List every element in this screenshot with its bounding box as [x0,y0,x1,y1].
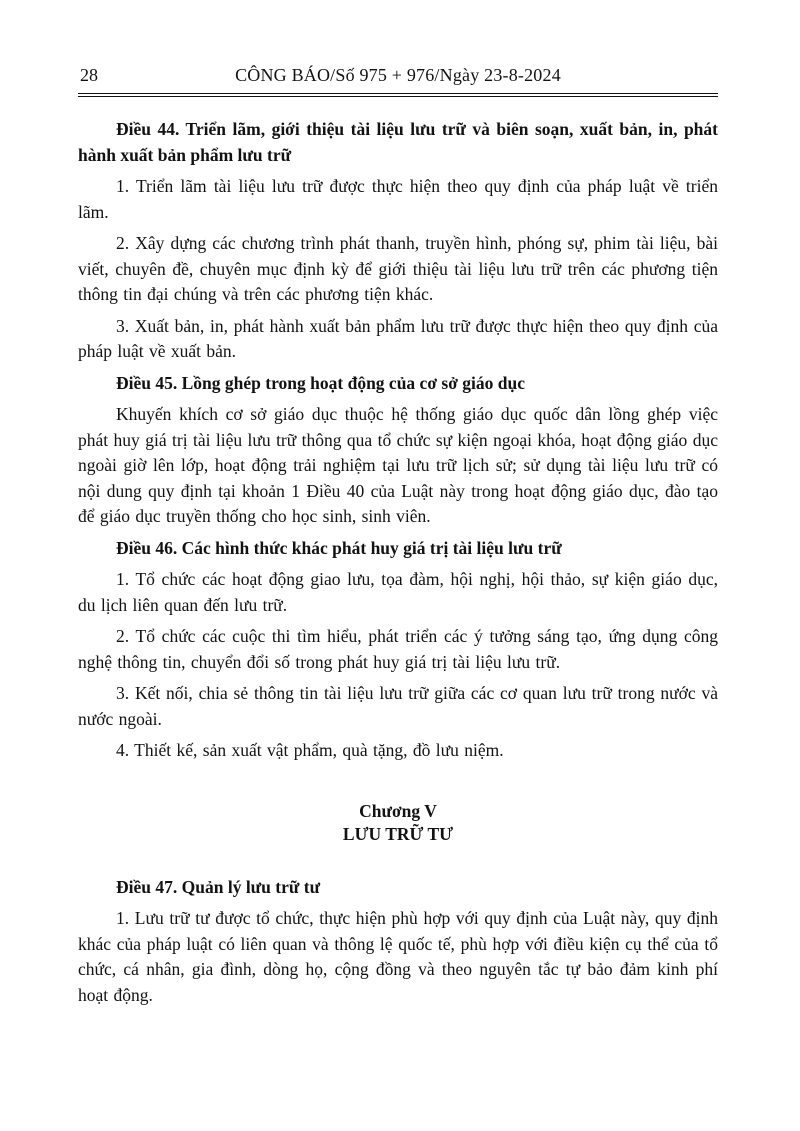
article-46-heading: Điều 46. Các hình thức khác phát huy giá trị tài liệu lưu trữ [116,537,562,558]
article-46-clause-3: 3. Kết nối, chia sẻ thông tin tài liệu lưu trữ giữa các cơ quan lưu trữ trong nước và nước ngoài. [78,683,718,729]
chapter-5-heading [78,800,718,846]
article-44-clause-3: 3. Xuất bản, in, phát hành xuất bản phẩm lưu trữ được thực hiện theo quy định của pháp luật về xuất bản. [78,315,718,361]
article-45-heading: Điều 45. Lồng ghép trong hoạt động của cơ sở giáo dục [116,372,525,393]
running-header [78,64,718,97]
article-46-clause-4: 4. Thiết kế, sản xuất vật phẩm, quà tặng, đồ lưu niệm. [116,740,504,760]
article-47-heading: Điều 47. Quản lý lưu trữ tư [116,876,321,897]
article-47-clause-1: 1. Lưu trữ tư được tổ chức, thực hiện phù hợp với quy định của Luật này, quy định khác của pháp luật có liên quan và thông lệ quốc tế, phù hợp với điều kiện cụ thể của tổ chức, cá nhân, gia đình, dòng họ, cộng đồng và theo nguyên tắc tự bảo đảm kinh phí hoạt động. [78,908,718,1005]
page-number: 28 [80,65,98,85]
article-44-heading: Điều 44. Triển lãm, giới thiệu tài liệu lưu trữ và biên soạn, xuất bản, in, phát hành xuất bản phẩm lưu trữ [78,119,718,165]
article-46-clause-2: 2. Tổ chức các cuộc thi tìm hiểu, phát triển các ý tưởng sáng tạo, ứng dụng công nghệ thông tin, chuyển đổi số trong phát huy giá trị tài liệu lưu trữ. [78,626,718,672]
article-46-clause-1: 1. Tổ chức các hoạt động giao lưu, tọa đàm, hội nghị, hội thảo, sự kiện giáo dục, du lịch liên quan đến lưu trữ. [78,569,718,615]
chapter-number: Chương V [359,800,437,821]
document-body [78,97,718,1008]
article-45-body: Khuyến khích cơ sở giáo dục thuộc hệ thống giáo dục quốc dân lồng ghép việc phát huy giá trị tài liệu lưu trữ thông qua tổ chức sự kiện ngoại khóa, hoạt động giáo dục ngoài giờ lên lớp, hoạt động trải nghiệm tại lưu trữ lịch sử; sử dụng tài liệu lưu trữ có nội dung quy định tại khoản 1 Điều 40 của Luật này trong hoạt động giáo dục, đào tạo để giáo dục truyền thống cho học sinh, sinh viên. [78,404,718,526]
chapter-title: LƯU TRỮ TƯ [342,823,454,844]
article-44-clause-2: 2. Xây dựng các chương trình phát thanh, truyền hình, phóng sự, phim tài liệu, bài viết, chuyên đề, chuyên mục định kỳ để giới thiệu tài liệu lưu trữ trên các phương tiện thông tin đại chúng và trên các phương tiện khác. [78,233,718,304]
gazette-header-title: CÔNG BÁO/Số 975 + 976/Ngày 23-8-2024 [235,65,561,85]
article-44-clause-1: 1. Triển lãm tài liệu lưu trữ được thực hiện theo quy định của pháp luật về triển lãm. [78,176,718,222]
